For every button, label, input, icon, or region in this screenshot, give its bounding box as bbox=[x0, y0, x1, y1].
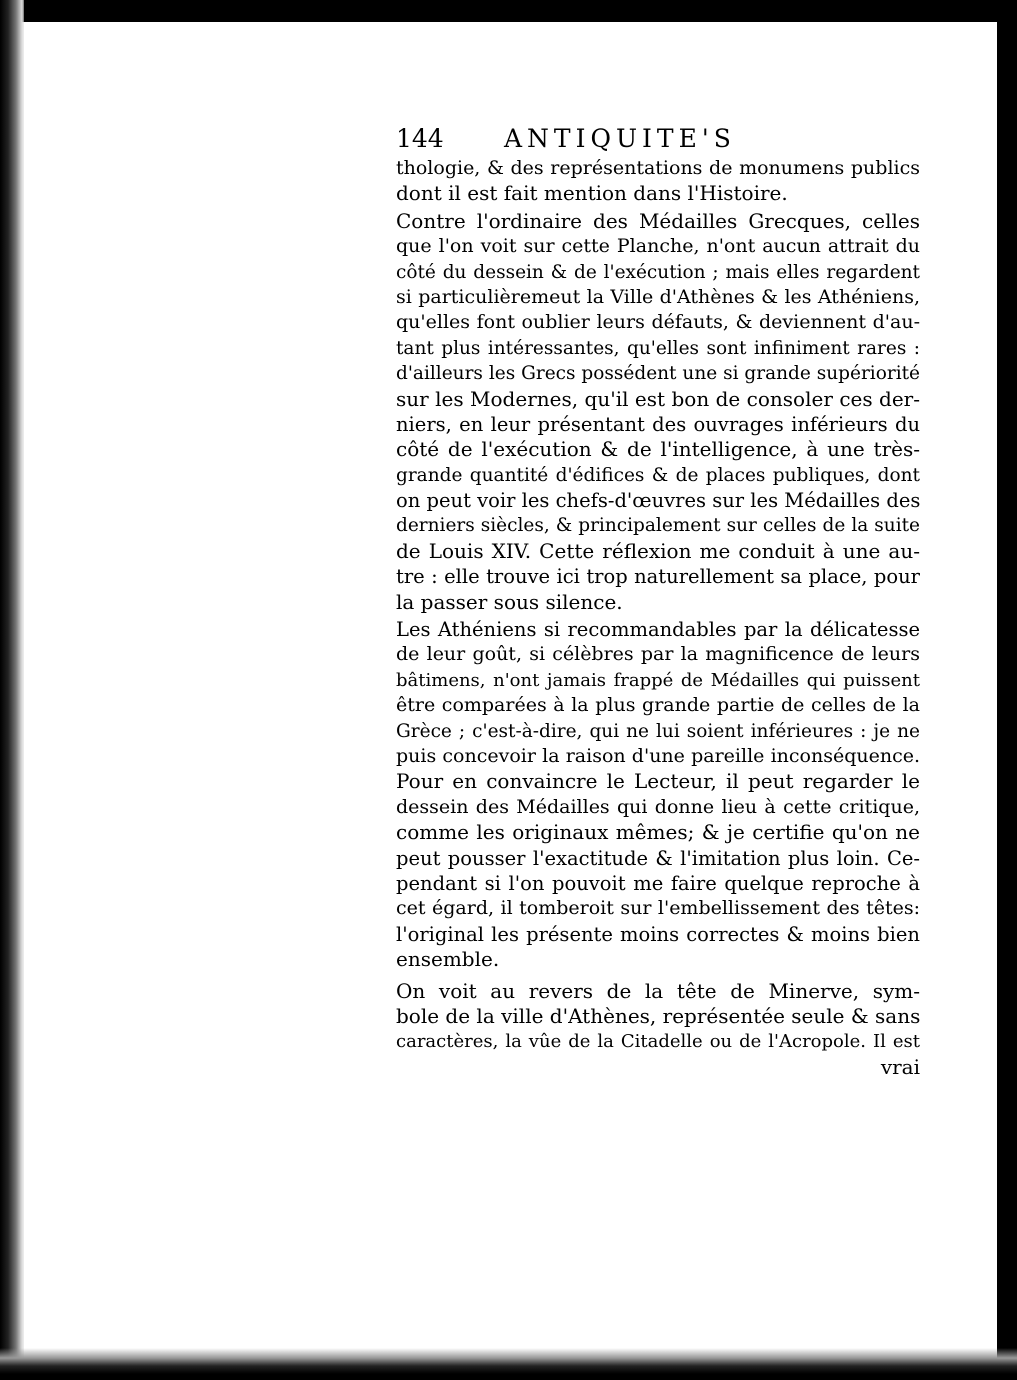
text-line: Contre l'ordinaire des Médailles Grecques, celles bbox=[396, 208, 920, 233]
text-line: peut pousser l'exactitude & l'imitation plus loin. Ce- bbox=[396, 846, 920, 870]
text-line: tant plus intéressantes, qu'elles sont infiniment rares : bbox=[396, 337, 920, 359]
text-line: tre : elle trouve ici trop naturellement sa place, pour bbox=[396, 565, 920, 589]
running-title: ANTIQUITE'S bbox=[504, 124, 736, 153]
text-line: que l'on voit sur cette Planche, n'ont aucun attrait du bbox=[396, 235, 920, 258]
text-line: thologie, & des représentations de monumens publics bbox=[396, 157, 920, 179]
text-line: sur les Modernes, qu'il est bon de consoler ces der- bbox=[396, 386, 920, 411]
text-line: de leur goût, si célèbres par la magnificence de leurs bbox=[396, 643, 920, 666]
text-line: dessein des Médailles qui donne lieu à cette critique, bbox=[396, 795, 920, 818]
text-line: caractères, la vûe de la Citadelle ou de l'Acropole. Il est bbox=[396, 1031, 920, 1053]
text-line: derniers siècles, & principalement sur celles de la suite bbox=[396, 515, 920, 537]
text-line: comme les originaux mêmes; & je certifie qu'on ne bbox=[396, 820, 920, 845]
text-line: être comparées à la plus grande partie de celles de la bbox=[396, 694, 920, 717]
text-line: bâtimens, n'ont jamais frappé de Médailles qui puissent bbox=[396, 669, 920, 691]
text-line: de Louis XIV. Cette réflexion me conduit à une au- bbox=[396, 538, 920, 563]
text-line: bole de la ville d'Athènes, représentée seule & sans bbox=[396, 1003, 921, 1028]
text-line: côté du dessein & de l'exécution ; mais elles regardent bbox=[396, 261, 920, 283]
paragraph bbox=[396, 209, 920, 615]
page-header bbox=[396, 122, 920, 156]
page-number: 144 bbox=[396, 124, 444, 153]
text-block bbox=[396, 122, 920, 1080]
text-line: niers, en leur présentant des ouvrages inférieurs du bbox=[396, 412, 920, 436]
paragraph bbox=[396, 979, 920, 1055]
scan-bottom-edge bbox=[0, 1348, 1017, 1380]
text-line: puis concevoir la raison d'une pareille inconséquence. bbox=[396, 744, 920, 767]
text-line: la passer sous silence. bbox=[396, 589, 623, 614]
text-line: grande quantité d'édifices & de places publiques, dont bbox=[396, 464, 920, 486]
text-line: qu'elles font oublier leurs défauts, & deviennent d'au- bbox=[396, 311, 920, 334]
text-line: ensemble. bbox=[396, 947, 500, 972]
text-line: Grèce ; c'est-à-dire, qui ne lui soient inférieures : je ne bbox=[396, 720, 920, 742]
paragraph bbox=[396, 617, 920, 972]
text-line: si particulièremeut la Ville d'Athènes & les Athéniens, bbox=[396, 285, 920, 308]
text-line: Pour en convaincre le Lecteur, il peut regarder le bbox=[396, 769, 920, 794]
text-line: d'ailleurs les Grecs possédent une si grande supériorité bbox=[396, 363, 920, 385]
text-line: on peut voir les chefs-d'œuvres sur les Médailles des bbox=[396, 489, 921, 513]
text-line: dont il est fait mention dans l'Histoire. bbox=[396, 181, 788, 206]
text-line: On voit au revers de la tête de Minerve, sym- bbox=[396, 978, 920, 1003]
text-line: cet égard, il tomberoit sur l'embellissement des têtes: bbox=[396, 897, 920, 920]
text-line: pendant si l'on pouvoit me faire quelque reproche à bbox=[396, 871, 920, 895]
catchword: vrai bbox=[880, 1054, 920, 1079]
text-line: côté de l'exécution & de l'intelligence, à une très- bbox=[396, 437, 920, 462]
text-line: Les Athéniens si recommandables par la délicatesse bbox=[396, 618, 920, 642]
paragraph bbox=[396, 156, 920, 207]
text-line: l'original les présente moins correctes & moins bien bbox=[396, 922, 920, 946]
scan-left-edge bbox=[0, 0, 24, 1380]
